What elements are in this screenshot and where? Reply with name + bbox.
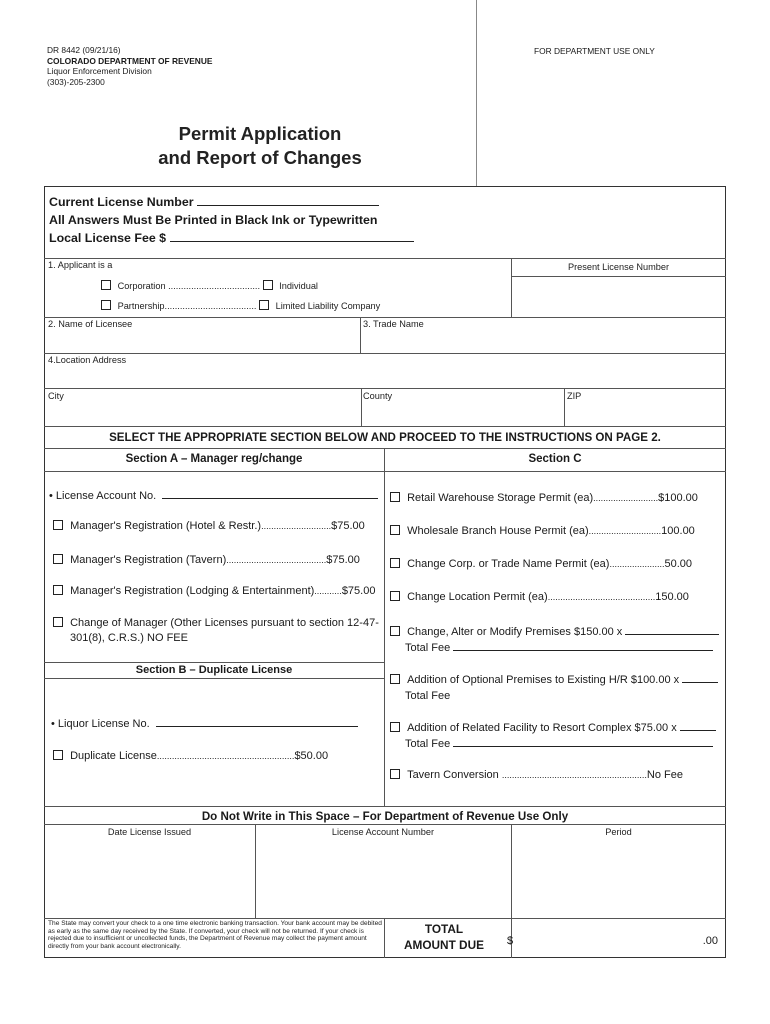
item-label: Manager's Registration (Hotel & Restr.) bbox=[70, 520, 262, 532]
optional-premises-qty-input[interactable] bbox=[682, 673, 718, 683]
present-license-input[interactable] bbox=[512, 277, 725, 317]
period-label: Period bbox=[605, 827, 632, 837]
item-fee: $75.00 bbox=[341, 585, 376, 597]
item-label: Tavern Conversion bbox=[407, 769, 499, 781]
city-label: City bbox=[48, 391, 64, 401]
answers-note: All Answers Must Be Printed in Black Ink or Typewritten bbox=[49, 213, 378, 227]
item-label: Change Location Permit (ea) bbox=[407, 591, 548, 603]
name-of-licensee-label: 2. Name of Licensee bbox=[48, 319, 133, 329]
select-section-note: SELECT THE APPROPRIATE SECTION BELOW AND PROCEED TO THE INSTRUCTIONS ON PAGE 2. bbox=[109, 431, 661, 444]
item-label: Manager's Registration (Lodging & Entertainment) bbox=[70, 585, 315, 597]
license-account-input[interactable] bbox=[162, 489, 378, 499]
local-fee-label: Local License Fee $ bbox=[49, 231, 167, 245]
liquor-license-row bbox=[51, 717, 358, 730]
division-name: Liquor Enforcement Division bbox=[47, 66, 152, 77]
partnership-option[interactable]: Partnership.................................... Limited Liability Company bbox=[101, 300, 380, 311]
form-id: DR 8442 (09/21/16) bbox=[47, 45, 121, 55]
item-label: Manager's Registration (Tavern) bbox=[70, 554, 227, 566]
corporation-option[interactable]: Corporation .................................... Individual bbox=[101, 280, 318, 291]
section-a-title: Section A – Manager reg/change bbox=[125, 453, 303, 465]
present-license-label: Present License Number bbox=[567, 262, 670, 272]
applicant-label: 1. Applicant is a bbox=[48, 260, 113, 270]
section-a-item[interactable] bbox=[53, 520, 365, 532]
current-license-row bbox=[49, 195, 379, 209]
total-line-2: AMOUNT DUE bbox=[404, 938, 484, 952]
item-label: Addition of Optional Premises to Existing H/R $100.00 x bbox=[407, 674, 680, 686]
divider bbox=[44, 388, 726, 389]
divider bbox=[44, 258, 726, 259]
department-use-note: FOR DEPARTMENT USE ONLY bbox=[534, 46, 655, 56]
divider bbox=[44, 678, 384, 679]
item-label: Retail Warehouse Storage Permit (ea) bbox=[407, 492, 594, 504]
location-address-input[interactable] bbox=[45, 367, 725, 387]
related-total-fee-input[interactable] bbox=[453, 737, 713, 747]
department-name: COLORADO DEPARTMENT OF REVENUE bbox=[47, 55, 213, 66]
zip-label: ZIP bbox=[567, 391, 582, 401]
item-label: Duplicate License bbox=[70, 750, 157, 762]
modify-premises-checkbox[interactable] bbox=[390, 626, 400, 636]
total-amount-input[interactable] bbox=[520, 922, 688, 954]
item-fee: 150.00 bbox=[655, 591, 689, 603]
item-label: Change Corp. or Trade Name Permit (ea) bbox=[407, 558, 610, 570]
individual-label: Individual bbox=[279, 281, 318, 291]
divider bbox=[44, 918, 726, 919]
total-fee-label: Total Fee bbox=[405, 642, 451, 654]
section-b-title: Section B – Duplicate License bbox=[135, 664, 293, 676]
liquor-license-label: • Liquor License No. bbox=[51, 718, 150, 730]
change-line-1: Change of Manager (Other Licenses pursuant to section 12-47- bbox=[70, 617, 379, 629]
section-c-item[interactable] bbox=[390, 591, 689, 603]
tavern-conversion-item[interactable] bbox=[390, 769, 683, 781]
individual-checkbox[interactable] bbox=[263, 280, 273, 290]
item-fee: $75.00 bbox=[326, 554, 360, 566]
optional-premises-item[interactable] bbox=[390, 672, 718, 704]
title-line-2: and Report of Changes bbox=[158, 147, 362, 168]
item-fee: $50.00 bbox=[294, 750, 329, 762]
section-c-title: Section C bbox=[528, 453, 582, 465]
duplicate-license-checkbox[interactable] bbox=[53, 750, 63, 760]
modify-total-fee-input[interactable] bbox=[453, 641, 713, 651]
divider bbox=[44, 662, 384, 663]
change-location-checkbox[interactable] bbox=[390, 591, 400, 601]
related-facility-qty-input[interactable] bbox=[680, 721, 716, 731]
item-dots: ........................................... bbox=[547, 592, 656, 602]
change-of-manager-item[interactable] bbox=[53, 616, 379, 646]
dollar-sign: $ bbox=[507, 935, 514, 947]
divider bbox=[44, 317, 726, 318]
item-fee: $75.00 bbox=[331, 520, 365, 532]
related-facility-item[interactable] bbox=[390, 720, 716, 752]
item-dots: .......................................................... bbox=[501, 770, 647, 780]
total-amount-due-label bbox=[384, 921, 504, 953]
item-dots: .......................... bbox=[593, 493, 659, 503]
item-dots: ............................. bbox=[588, 526, 662, 536]
total-fee-label: Total Fee bbox=[405, 690, 451, 702]
date-issued-label: Date License Issued bbox=[107, 827, 192, 837]
divider bbox=[44, 471, 726, 472]
related-facility-checkbox[interactable] bbox=[390, 722, 400, 732]
llc-label: Limited Liability Company bbox=[275, 301, 381, 311]
modify-premises-item[interactable] bbox=[390, 624, 719, 656]
manager-hotel-checkbox[interactable] bbox=[53, 520, 63, 530]
item-dots: ............................ bbox=[261, 521, 332, 531]
item-label: Wholesale Branch House Permit (ea) bbox=[407, 525, 589, 537]
corporation-checkbox[interactable] bbox=[101, 280, 111, 290]
section-c-item[interactable] bbox=[390, 558, 692, 570]
retail-warehouse-checkbox[interactable] bbox=[390, 492, 400, 502]
city-input[interactable] bbox=[45, 402, 360, 425]
account-number-label: License Account Number bbox=[331, 827, 435, 837]
item-dots: ....................................................... bbox=[156, 751, 295, 761]
section-a-item[interactable] bbox=[53, 554, 360, 566]
manager-tavern-checkbox[interactable] bbox=[53, 554, 63, 564]
cents-value: .00 bbox=[702, 935, 718, 947]
divider bbox=[44, 353, 726, 354]
form-header-left bbox=[47, 45, 213, 87]
dept-use-title: Do Not Write in This Space – For Department of Revenue Use Only bbox=[201, 810, 569, 823]
local-fee-input[interactable] bbox=[170, 231, 414, 242]
check-conversion-note: The State may convert your check to a one time electronic banking transaction. Your bank account may be debited as early as the same day received by the State. If converted, your check will not be returned. If your check is rejected due to insufficient or uncollected funds, the Department of Revenue may collect the payment amount directly from your bank account electronically. bbox=[48, 920, 382, 950]
tavern-conversion-checkbox[interactable] bbox=[390, 769, 400, 779]
item-fee: $100.00 bbox=[658, 492, 698, 504]
trade-name-input[interactable] bbox=[361, 330, 725, 352]
current-license-input[interactable] bbox=[197, 195, 379, 206]
item-fee: No Fee bbox=[646, 769, 683, 781]
license-account-label: • License Account No. bbox=[49, 490, 157, 502]
item-dots: ........................................ bbox=[226, 555, 327, 565]
name-of-licensee-input[interactable] bbox=[45, 330, 359, 352]
manager-lodging-checkbox[interactable] bbox=[53, 585, 63, 595]
title-line-1: Permit Application bbox=[178, 123, 342, 144]
header-divider bbox=[476, 0, 477, 186]
section-divider bbox=[384, 448, 385, 806]
zip-input[interactable] bbox=[565, 402, 725, 425]
license-account-row bbox=[49, 489, 378, 502]
llc-checkbox[interactable] bbox=[259, 300, 269, 310]
divider bbox=[255, 824, 256, 918]
divider bbox=[44, 426, 726, 427]
trade-name-label: 3. Trade Name bbox=[363, 319, 424, 329]
section-a-item[interactable] bbox=[53, 585, 375, 597]
change-line-2: 301(8), C.R.S.) NO FEE bbox=[70, 632, 188, 644]
item-label: Change, Alter or Modify Premises $150.00 x bbox=[407, 626, 623, 638]
modify-premises-qty-input[interactable] bbox=[625, 625, 719, 635]
phone-number: (303)-205-2300 bbox=[47, 76, 105, 87]
page-title bbox=[120, 122, 400, 170]
section-c-item[interactable] bbox=[390, 492, 698, 504]
divider bbox=[44, 448, 726, 449]
corporation-label: Corporation bbox=[117, 281, 166, 291]
item-fee: 100.00 bbox=[661, 525, 695, 537]
change-corp-checkbox[interactable] bbox=[390, 558, 400, 568]
county-input[interactable] bbox=[362, 402, 563, 425]
current-license-label: Current License Number bbox=[49, 195, 194, 209]
item-fee: 50.00 bbox=[664, 558, 692, 570]
liquor-license-input[interactable] bbox=[156, 717, 358, 727]
section-c-item[interactable] bbox=[390, 525, 695, 537]
item-label: Addition of Related Facility to Resort Complex $75.00 x bbox=[407, 722, 677, 734]
local-fee-row bbox=[49, 231, 414, 245]
optional-premises-checkbox[interactable] bbox=[390, 674, 400, 684]
total-line-1: TOTAL bbox=[424, 922, 464, 936]
divider bbox=[44, 806, 726, 807]
divider bbox=[44, 824, 726, 825]
change-of-manager-checkbox[interactable] bbox=[53, 617, 63, 627]
location-address-label: 4.Location Address bbox=[48, 355, 127, 365]
item-dots: ........... bbox=[314, 586, 342, 596]
total-fee-label: Total Fee bbox=[405, 738, 451, 750]
duplicate-license-item[interactable] bbox=[53, 750, 328, 762]
county-label: County bbox=[363, 391, 393, 401]
wholesale-branch-checkbox[interactable] bbox=[390, 525, 400, 535]
partnership-checkbox[interactable] bbox=[101, 300, 111, 310]
item-dots: ...................... bbox=[609, 559, 665, 569]
partnership-label: Partnership bbox=[117, 301, 165, 311]
